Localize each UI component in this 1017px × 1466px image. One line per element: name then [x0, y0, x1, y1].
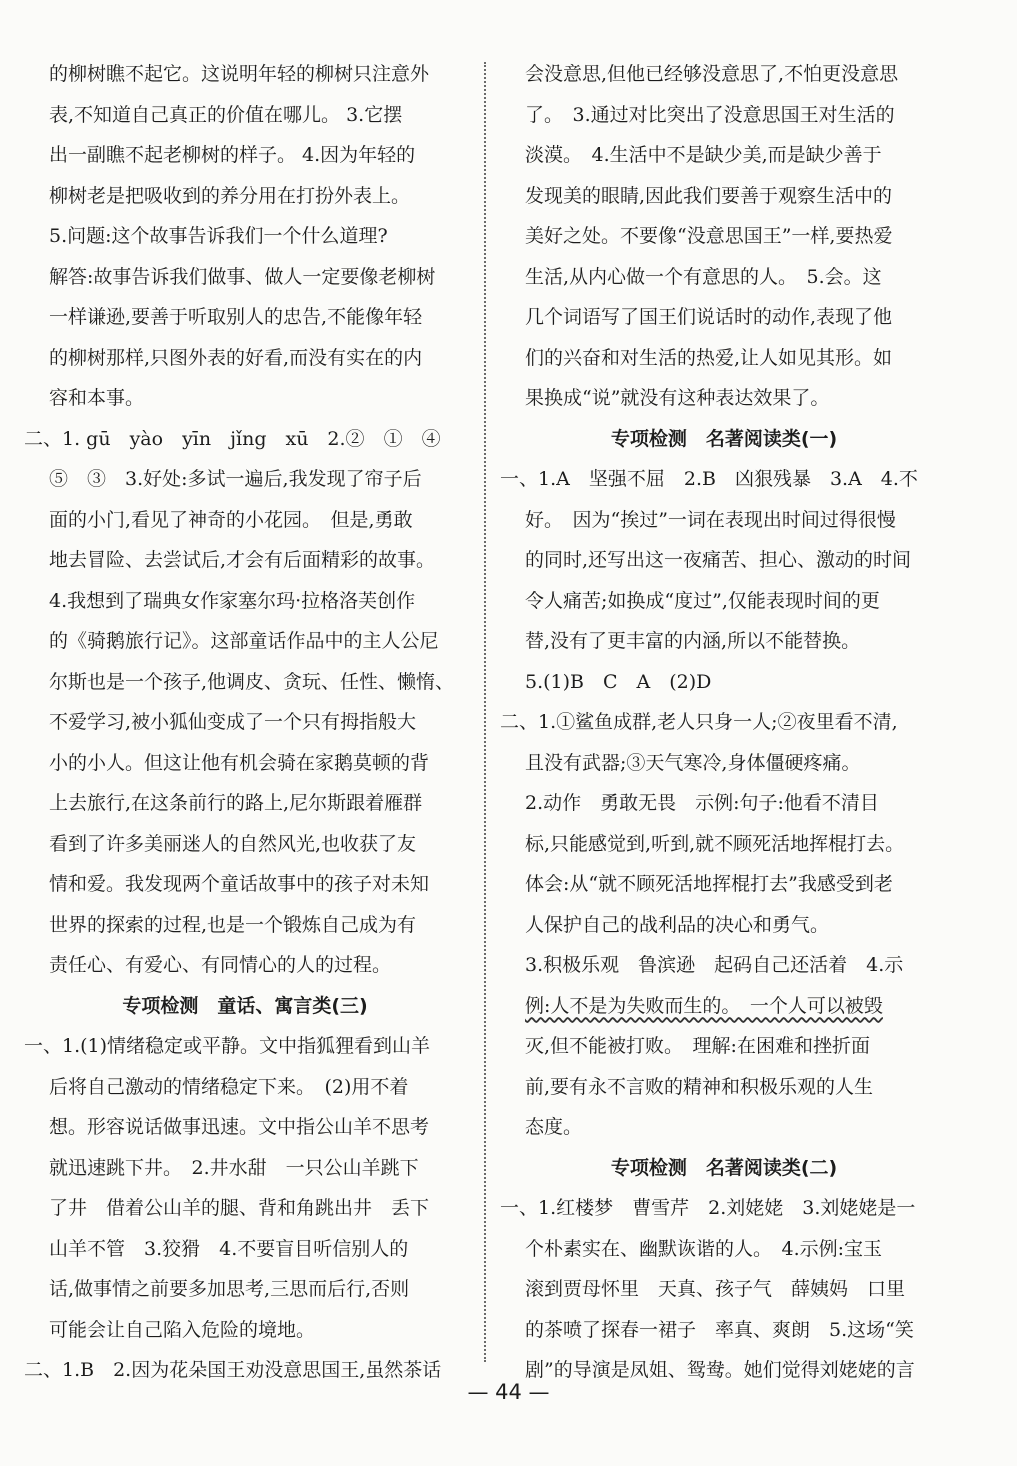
section-heading: 专项检测 童话、寓言类(三)	[122, 994, 368, 1017]
text-line: 情和爱。我发现两个童话故事中的孩子对未知	[49, 873, 430, 895]
text-line: 解答:故事告诉我们做事、做人一定要像老柳树	[49, 265, 436, 288]
text-line: 们的兴奋和对生活的热爱,让人如见其形。如	[525, 346, 893, 369]
text-line: 面的小门,看见了神奇的小花园。 但是,勇敢	[49, 508, 413, 531]
text-line: 滚到贾母怀里 天真、孩子气 薛姨妈 口里	[525, 1278, 906, 1300]
text-line: 且没有武器;③天气寒冷,身体僵硬疼痛。	[525, 751, 861, 774]
text-line: 的茶喷了探春一裙子 率真、爽朗 5.这场“笑	[525, 1318, 914, 1341]
text-line: 3.积极乐观 鲁滨逊 起码自己还活着 4.示	[525, 954, 904, 976]
text-line: 后将自己激动的情绪稳定下来。 (2)用不着	[49, 1075, 409, 1098]
text-line: 表,不知道自己真正的价值在哪儿。 3.它摆	[49, 103, 403, 126]
text-line: 不爱学习,被小狐仙变成了一个只有拇指般大	[49, 711, 417, 733]
text-line: 4.我想到了瑞典女作家塞尔玛·拉格洛芙创作	[49, 589, 416, 612]
text-line: 山羊不管 3.狡猾 4.不要盲目听信别人的	[49, 1237, 409, 1260]
text-line: 的《骑鹅旅行记》。这部童话作品中的主人公尼	[49, 630, 439, 652]
text-line: 看到了许多美丽迷人的自然风光,也收获了友	[49, 832, 417, 855]
text-line: 柳树老是把吸收到的养分用在打扮外表上。	[49, 184, 411, 207]
text-line: 尔斯也是一个孩子,他调皮、贪玩、任性、懒惰、	[49, 670, 455, 693]
text-line: 几个词语写了国王们说话时的动作,表现了他	[525, 306, 893, 328]
text-line: 灭,但不能被打败。 理解:在困难和挫折面	[525, 1035, 870, 1057]
text-line: 替,没有了更丰富的内涵,所以不能替换。	[525, 630, 861, 652]
text-line: 小的小人。但这让他有机会骑在家鹅莫顿的背	[49, 751, 430, 774]
text-line: 的柳树瞧不起它。这说明年轻的柳树只注意外	[49, 63, 430, 85]
text-line: 标,只能感觉到,听到,就不顾死活地挥棍打去。	[525, 832, 905, 855]
right-column	[500, 54, 948, 1391]
text-line: 淡漠。 4.生活中不是缺少美,而是缺少善于	[525, 144, 882, 166]
text-line: 想。形容说话做事迅速。文中指公山羊不思考	[49, 1116, 430, 1138]
text-line: 5.问题:这个故事告诉我们一个什么道理?	[49, 225, 388, 247]
page-number: — 44 —	[467, 1380, 550, 1404]
text-line: 出一副瞧不起老柳树的样子。 4.因为年轻的	[49, 144, 416, 166]
text-line: 话,做事情之前要多加思考,三思而后行,否则	[49, 1278, 410, 1300]
text-line: 的同时,还写出这一夜痛苦、担心、激动的时间	[525, 549, 912, 571]
text-line: 了井 借着公山羊的腿、背和角跳出井 丢下	[49, 1197, 430, 1219]
column-divider	[484, 62, 486, 1362]
text-line: ⑤ ③ 3.好处:多试一遍后,我发现了帘子后	[49, 468, 422, 490]
section-heading: 专项检测 名著阅读类(一)	[610, 427, 838, 450]
text-line: 一、1.A 坚强不屈 2.B 凶狠残暴 3.A 4.不	[500, 468, 918, 490]
text-line: 剧”的导演是凤姐、鸳鸯。她们觉得刘姥姥的言	[525, 1359, 915, 1381]
text-line: 二、1.①鲨鱼成群,老人只身一人;②夜里看不清,	[500, 711, 898, 733]
text-line: 责任心、有爱心、有同情心的人的过程。	[49, 954, 392, 976]
text-line: 的柳树那样,只图外表的好看,而没有实在的内	[49, 346, 423, 369]
text-line: 地去冒险、去尝试后,才会有后面精彩的故事。	[49, 549, 436, 571]
text-line: 可能会让自己陷入危险的境地。	[49, 1318, 316, 1341]
text-line: 二、1.B 2.因为花朵国王劝没意思国王,虽然茶话	[24, 1359, 442, 1381]
section-heading: 专项检测 名著阅读类(二)	[610, 1156, 838, 1179]
text-line: 个朴素实在、幽默诙谐的人。 4.示例:宝玉	[525, 1237, 883, 1260]
text-line: 5.(1)B C A (2)D	[525, 670, 712, 693]
text-line: 上去旅行,在这条前行的路上,尼尔斯跟着雁群	[49, 792, 423, 814]
text-line: 好。 因为“挨过”一词在表现出时间过得很慢	[525, 508, 896, 531]
text-line: 二、1. gū yào yīn jǐng xū 2.② ① ④	[24, 427, 441, 450]
text-line: 一、1.红楼梦 曹雪芹 2.刘姥姥 3.刘姥姥是一	[500, 1197, 916, 1219]
text-line: 一样谦逊,要善于听取别人的忠告,不能像年轻	[49, 306, 423, 328]
text-line: 果换成“说”就没有这种表达效果了。	[525, 387, 830, 409]
text-line: 美好之处。不要像“没意思国王”一样,要热爱	[525, 225, 893, 247]
text-line: 人保护自己的战利品的决心和勇气。	[525, 913, 830, 936]
text-line: 生活,从内心做一个有意思的人。 5.会。这	[525, 265, 882, 288]
text-line: 容和本事。	[49, 387, 145, 409]
text-line: 体会:从“就不顾死活地挥棍打去”我感受到老	[525, 873, 893, 895]
text-line: 2.动作 勇敢无畏 示例:句子:他看不清目	[525, 792, 879, 814]
text-line: 世界的探索的过程,也是一个锻炼自己成为有	[49, 913, 417, 936]
text-line: 态度。	[525, 1116, 583, 1138]
text-line: 前,要有永不言败的精神和积极乐观的人生	[525, 1075, 874, 1098]
text-line: 例:人不是为失败而生的。 一个人可以被毁	[525, 994, 883, 1017]
text-line: 了。 3.通过对比突出了没意思国王对生活的	[525, 103, 895, 126]
text-line: 令人痛苦;如换成“度过”,仅能表现时间的更	[525, 589, 880, 612]
text-line: 一、1.(1)情绪稳定或平静。文中指狐狸看到山羊	[24, 1035, 431, 1057]
text-line: 就迅速跳下井。 2.井水甜 一只公山羊跳下	[49, 1156, 419, 1179]
text-line: 会没意思,但他已经够没意思了,不怕更没意思	[525, 63, 899, 85]
text-line: 发现美的眼睛,因此我们要善于观察生活中的	[525, 184, 893, 207]
left-column	[24, 54, 466, 1391]
